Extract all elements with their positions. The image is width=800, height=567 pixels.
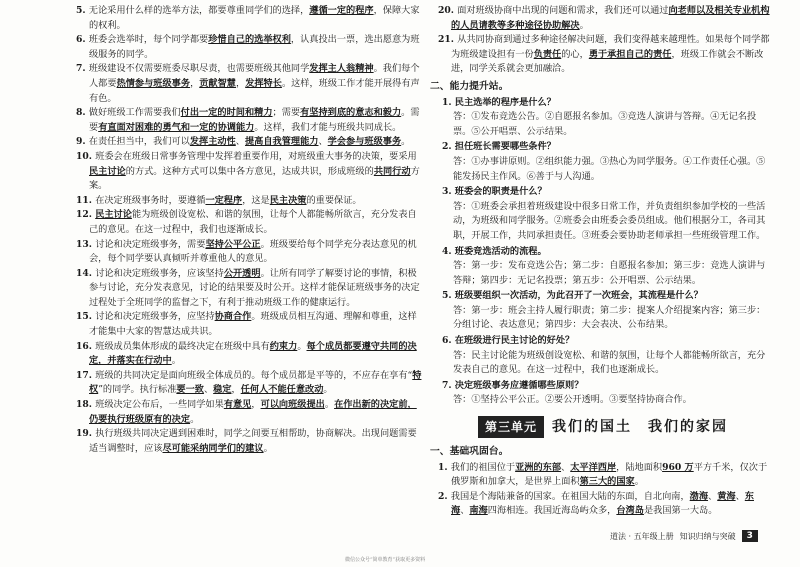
text-run: 能为班级创设宽松、和谐的氛围，让每个人都能畅所欲言，充分发表自己的意见。在这一过程中，我们也逐渐成长。	[89, 209, 417, 235]
text-run: 班委会选举时，每个同学都要	[88, 34, 209, 46]
key-phrase: 民主决策	[269, 194, 307, 206]
key-phrase: 珍惜自己的选举权利	[208, 34, 291, 46]
list-item	[438, 33, 770, 77]
key-phrase: 公开透明	[223, 267, 261, 279]
list-item	[76, 62, 424, 106]
text-run: 。班级要给每个同学充分表达意见的机会，每个同学要认真倾听并尊重他人的意见。	[89, 238, 417, 265]
item-number: 20.	[438, 5, 458, 16]
key-phrase: 南海	[469, 505, 488, 517]
key-phrase: 渤海	[689, 490, 709, 502]
item-number: 14.	[76, 267, 96, 279]
question: 7. 决定班级事务应遵循哪些原则？	[442, 379, 584, 391]
question: 1. 民主选举的程序是什么？	[442, 96, 556, 108]
text-run: 班级决定公布后，一些同学如果	[95, 399, 224, 411]
key-phrase: 黄海	[717, 490, 736, 502]
list-item	[438, 490, 770, 519]
text-run: 方案。	[89, 165, 420, 192]
list-item	[76, 238, 424, 267]
key-phrase: 要一致	[176, 384, 204, 396]
text-run: 。	[401, 136, 411, 148]
key-phrase: 提高自我管理能力	[244, 136, 319, 148]
item-number: 18.	[76, 399, 96, 411]
key-phrase: 民主讨论	[95, 209, 132, 221]
question: 2. 担任班长需要哪些条件？	[442, 141, 556, 153]
text-run: 是我国第一大岛。	[643, 505, 718, 517]
qa-block	[438, 96, 770, 408]
question: 5. 班级要组织一次活动，为此召开了一次班会，其流程是什么？	[442, 290, 703, 302]
list-item	[76, 33, 424, 62]
text-run: ，	[190, 77, 200, 89]
text-run: 讨论和决定班级事务，应坚持	[95, 311, 215, 323]
key-phrase: 东海	[451, 490, 754, 517]
right-top-items	[438, 4, 770, 77]
text-run: ，	[236, 77, 246, 89]
item-number: 13.	[76, 238, 96, 250]
answer: 答：①办事讲原则。②组织能力强。③热心为同学服务。④工作责任心强。⑤能发扬民主作风。⑥善于与人沟通。	[453, 155, 766, 182]
item-number: 9.	[76, 136, 89, 148]
text-run: 我们的祖国位于	[450, 461, 516, 473]
question: 4. 班委竞选活动的流程。	[442, 245, 547, 257]
key-phrase: 太平洋西岸	[570, 461, 617, 473]
text-run: ，保障大家的权利。	[89, 5, 420, 31]
text-run: 班委会在班级日常事务管理中发挥着重要作用，对班级重大事务的决策，要采用	[95, 150, 417, 162]
text-run: 。	[297, 340, 307, 352]
list-item	[76, 4, 424, 33]
text-run: 、	[735, 490, 745, 502]
item-number: 16.	[76, 340, 96, 352]
text-run: 。	[579, 19, 589, 31]
key-phrase: 学会参与班级事务	[327, 136, 402, 148]
key-phrase: 有直面对困难的勇气和一定的协调能力	[98, 121, 255, 133]
text-run: 。	[263, 442, 273, 454]
right-bottom-items	[438, 461, 770, 519]
key-phrase: 在作出新的决定前，仍要执行班级原有的决定	[89, 399, 417, 425]
key-phrase: 亚洲的东部	[515, 461, 562, 473]
text-run: 四海相连。我国近海岛屿众多，	[487, 505, 617, 517]
text-run: 、	[203, 384, 214, 396]
text-run: 班级的共同决定是面向班级全体成员的。每个成员都是平等的，不应存在享有“	[95, 369, 413, 381]
text-run: 讨论和决定班级事务，应该坚持	[95, 267, 224, 279]
key-phrase: 约束力	[269, 340, 298, 352]
item-number: 12.	[76, 209, 96, 221]
text-run: ，陆地面积	[616, 461, 663, 473]
key-phrase: 稳定	[213, 384, 232, 396]
text-run: 、	[235, 136, 245, 148]
text-run: 在决定班级事务时，要遵循	[95, 194, 206, 206]
text-run: ，班级工作就会不断改进，同学关系就会更加融洽。	[451, 48, 764, 75]
key-phrase: 坚持公平公正	[205, 238, 261, 250]
list-item	[438, 4, 770, 33]
item-number: 2.	[438, 490, 451, 502]
text-run: 执行班级共同决定遇到困难时，同学之间要互相帮助，协商解决。出现问题需要适当调整时，应该	[89, 428, 417, 454]
key-phrase: 负责任	[533, 48, 562, 60]
section-ability-heading: 二、能力提升站。	[430, 80, 509, 92]
text-run: 、	[561, 461, 571, 473]
list-item	[76, 106, 424, 135]
text-run: 班级建设不仅需要班委尽职尽责，也需要班级其他同学	[88, 63, 310, 75]
text-run: 。班级成员相互沟通、理解和尊重，这样才能集中大家的智慧达成共识。	[89, 311, 417, 338]
key-phrase: 每个成员都要遵守共同的决定，并落实在行动中	[89, 340, 417, 367]
text-run: ，认真投出一票，选出愿意为班级服务的同学。	[89, 34, 420, 60]
list-item	[76, 340, 424, 369]
list-item	[76, 267, 424, 311]
answer: 答：第一步：发布竞选公告；第二步：自愿报名参加；第三步：竞选人演讲与答辩；第四步：无记名投票；第五步：公开唱票、公示结果。	[453, 260, 766, 286]
key-phrase: 协商合作	[214, 311, 252, 323]
text-run: ；需要	[272, 107, 301, 119]
text-run: 。我们每个人都要	[89, 63, 420, 89]
list-item	[76, 135, 424, 150]
key-phrase: 付出一定的时间和精力	[180, 107, 273, 119]
footer-subject: 道法 · 五年级上册	[610, 531, 674, 541]
item-number: 17.	[76, 369, 96, 381]
text-run: 班级成员集体形成的最终决定在班级中具有	[95, 340, 270, 352]
item-number: 6.	[76, 34, 89, 46]
list-item	[76, 310, 424, 339]
footer-title: 知识归纳与突破	[679, 531, 736, 541]
item-number: 7.	[76, 63, 89, 75]
key-phrase: 发挥主人翁精神	[309, 63, 374, 75]
list-item	[76, 398, 424, 427]
list-item	[76, 150, 424, 194]
key-phrase: 向老师以及相关专业机构的人员请教等多种途径协助解决	[451, 5, 770, 31]
watermark: 微信公众号“简单教育”获取更多资料	[345, 557, 426, 563]
item-number: 19.	[76, 428, 96, 440]
key-phrase: 热情参与班级事务	[116, 77, 191, 89]
item-number: 15.	[76, 311, 96, 323]
section-basic-heading: 一、基础巩固台。	[430, 446, 509, 458]
unit-label: 第三单元	[478, 416, 544, 439]
text-run: 在责任担当中，我们可以	[88, 136, 190, 148]
answer: 答：①发布竞选公告。②自愿报名参加。③竞选人演讲与答辩。④无记名投票。⑤公开唱票、公示结果。	[453, 111, 757, 137]
text-run: 。这样，班级工作才能开展得有声有色。	[89, 77, 420, 104]
text-run: 。	[634, 476, 644, 488]
text-run: 。	[324, 399, 335, 411]
item-number: 1.	[438, 461, 451, 473]
text-run: 、	[318, 136, 328, 148]
unit-banner	[478, 414, 770, 440]
key-phrase: 第三大的国家	[579, 476, 635, 488]
text-run: 。让所有同学了解要讨论的事情，积极参与讨论，充分发表意见，讨论的结果要及时公开。这样才能保证班级事务的决定过程处于全班同学的监督之下，有利于推动班级工作的健康运行。	[89, 267, 420, 308]
answer: 答：民主讨论能为班级创设宽松、和谐的氛围，让每个人都能畅所欲言，充分发表自己的意见。在这一过程中，我们也逐渐成长。	[453, 349, 766, 376]
key-phrase: 贡献智慧	[199, 77, 236, 89]
question: 3. 班委会的职责是什么？	[442, 186, 547, 198]
text-run: ，这是	[242, 194, 270, 206]
key-phrase: 共同行动	[373, 165, 411, 177]
item-number: 21.	[438, 34, 458, 46]
page-number: 3	[742, 530, 758, 542]
text-run: 。需要	[89, 107, 420, 133]
key-phrase: 特权	[89, 369, 422, 396]
key-phrase: 遵循一定的程序	[309, 5, 374, 16]
text-run: ”的同学。执行标准	[98, 384, 177, 396]
text-run: 我国是个海陆兼备的国家。在祖国大陆的东面，自北向南，	[450, 490, 690, 502]
text-run: ，	[231, 384, 241, 396]
text-run: 的心，	[561, 48, 589, 60]
text-run: ，	[251, 399, 261, 411]
question: 6. 在班级进行民主讨论的好处？	[442, 335, 575, 347]
text-run: 。这样，我们才能与班级共同成长。	[254, 121, 402, 133]
text-run: 无论采用什么样的选举方法，都要尊重同学们的选择，	[88, 5, 310, 16]
unit-title: 我们的国土 我们的家园	[552, 418, 729, 435]
text-run: 。	[190, 413, 200, 425]
key-phrase: 勇于承担自己的责任	[588, 48, 672, 60]
text-run: 的方式。这种方式可以集中各方意见，达成共识，形成班级的	[125, 165, 374, 177]
list-item	[76, 369, 424, 398]
key-phrase: 民主讨论	[89, 165, 126, 177]
key-phrase: 有坚持到底的意志和毅力	[300, 107, 402, 119]
text-run: 。	[171, 355, 181, 367]
answer: 答：①坚持公平公正。②要公开透明。③要坚持协商合作。	[453, 394, 692, 406]
text-run: 面对班级协商中出现的问题和需求，我们还可以通过	[457, 5, 669, 16]
text-run: 。	[323, 384, 333, 396]
text-run: 、	[708, 490, 718, 502]
text-run: 从共同协商到通过多种途径解决问题，我们变得越来越理性。如果每个同学都为班级建设担有一份	[451, 34, 770, 60]
item-number: 11.	[76, 194, 96, 206]
item-number: 5.	[76, 5, 89, 16]
item-number: 8.	[76, 107, 89, 119]
page-footer	[610, 530, 758, 542]
text-run: 的重要保证。	[306, 194, 362, 206]
list-item	[438, 461, 770, 490]
key-phrase: 台湾岛	[616, 505, 644, 517]
answer: 答：①班委会承担着班级建设中很多日常工作，并负责组织参加学校的一些活动，为班级和同学服务。②班委会由班委会委员组成。他们根据分工，各司其职，开展工作，共同承担责任。③班委会要协助老师承担一些班级管理工作。	[453, 200, 766, 241]
key-phrase: 有意见	[223, 399, 252, 411]
answer: 答：第一步：班会主持人履行职责；第二步：提案人介绍提案内容；第三步：分组讨论、表达意见；第四步：大会表决、公布结果。	[453, 304, 766, 331]
list-item	[76, 427, 424, 456]
key-phrase: 一定程序	[205, 194, 243, 206]
key-phrase: 可以向班级提出	[260, 399, 325, 411]
text-run: 做好班级工作需要我们	[88, 107, 181, 119]
text-run: 平方千米，仅次于俄罗斯和加拿大，是世界上面积	[451, 461, 768, 488]
key-phrase: 任何人不能任意改动	[240, 384, 324, 396]
left-column	[76, 4, 424, 456]
list-item	[76, 208, 424, 237]
key-phrase: 960 万	[662, 461, 694, 473]
list-item	[76, 194, 424, 209]
key-phrase: 尽可能采纳同学们的建议	[162, 442, 264, 454]
right-column	[430, 4, 770, 519]
item-number: 10.	[76, 150, 96, 162]
key-phrase: 发挥特长	[245, 77, 282, 89]
key-phrase: 发挥主动性	[189, 136, 236, 148]
text-run: 、	[460, 505, 470, 517]
text-run: 讨论和决定班级事务，需要	[95, 238, 206, 250]
